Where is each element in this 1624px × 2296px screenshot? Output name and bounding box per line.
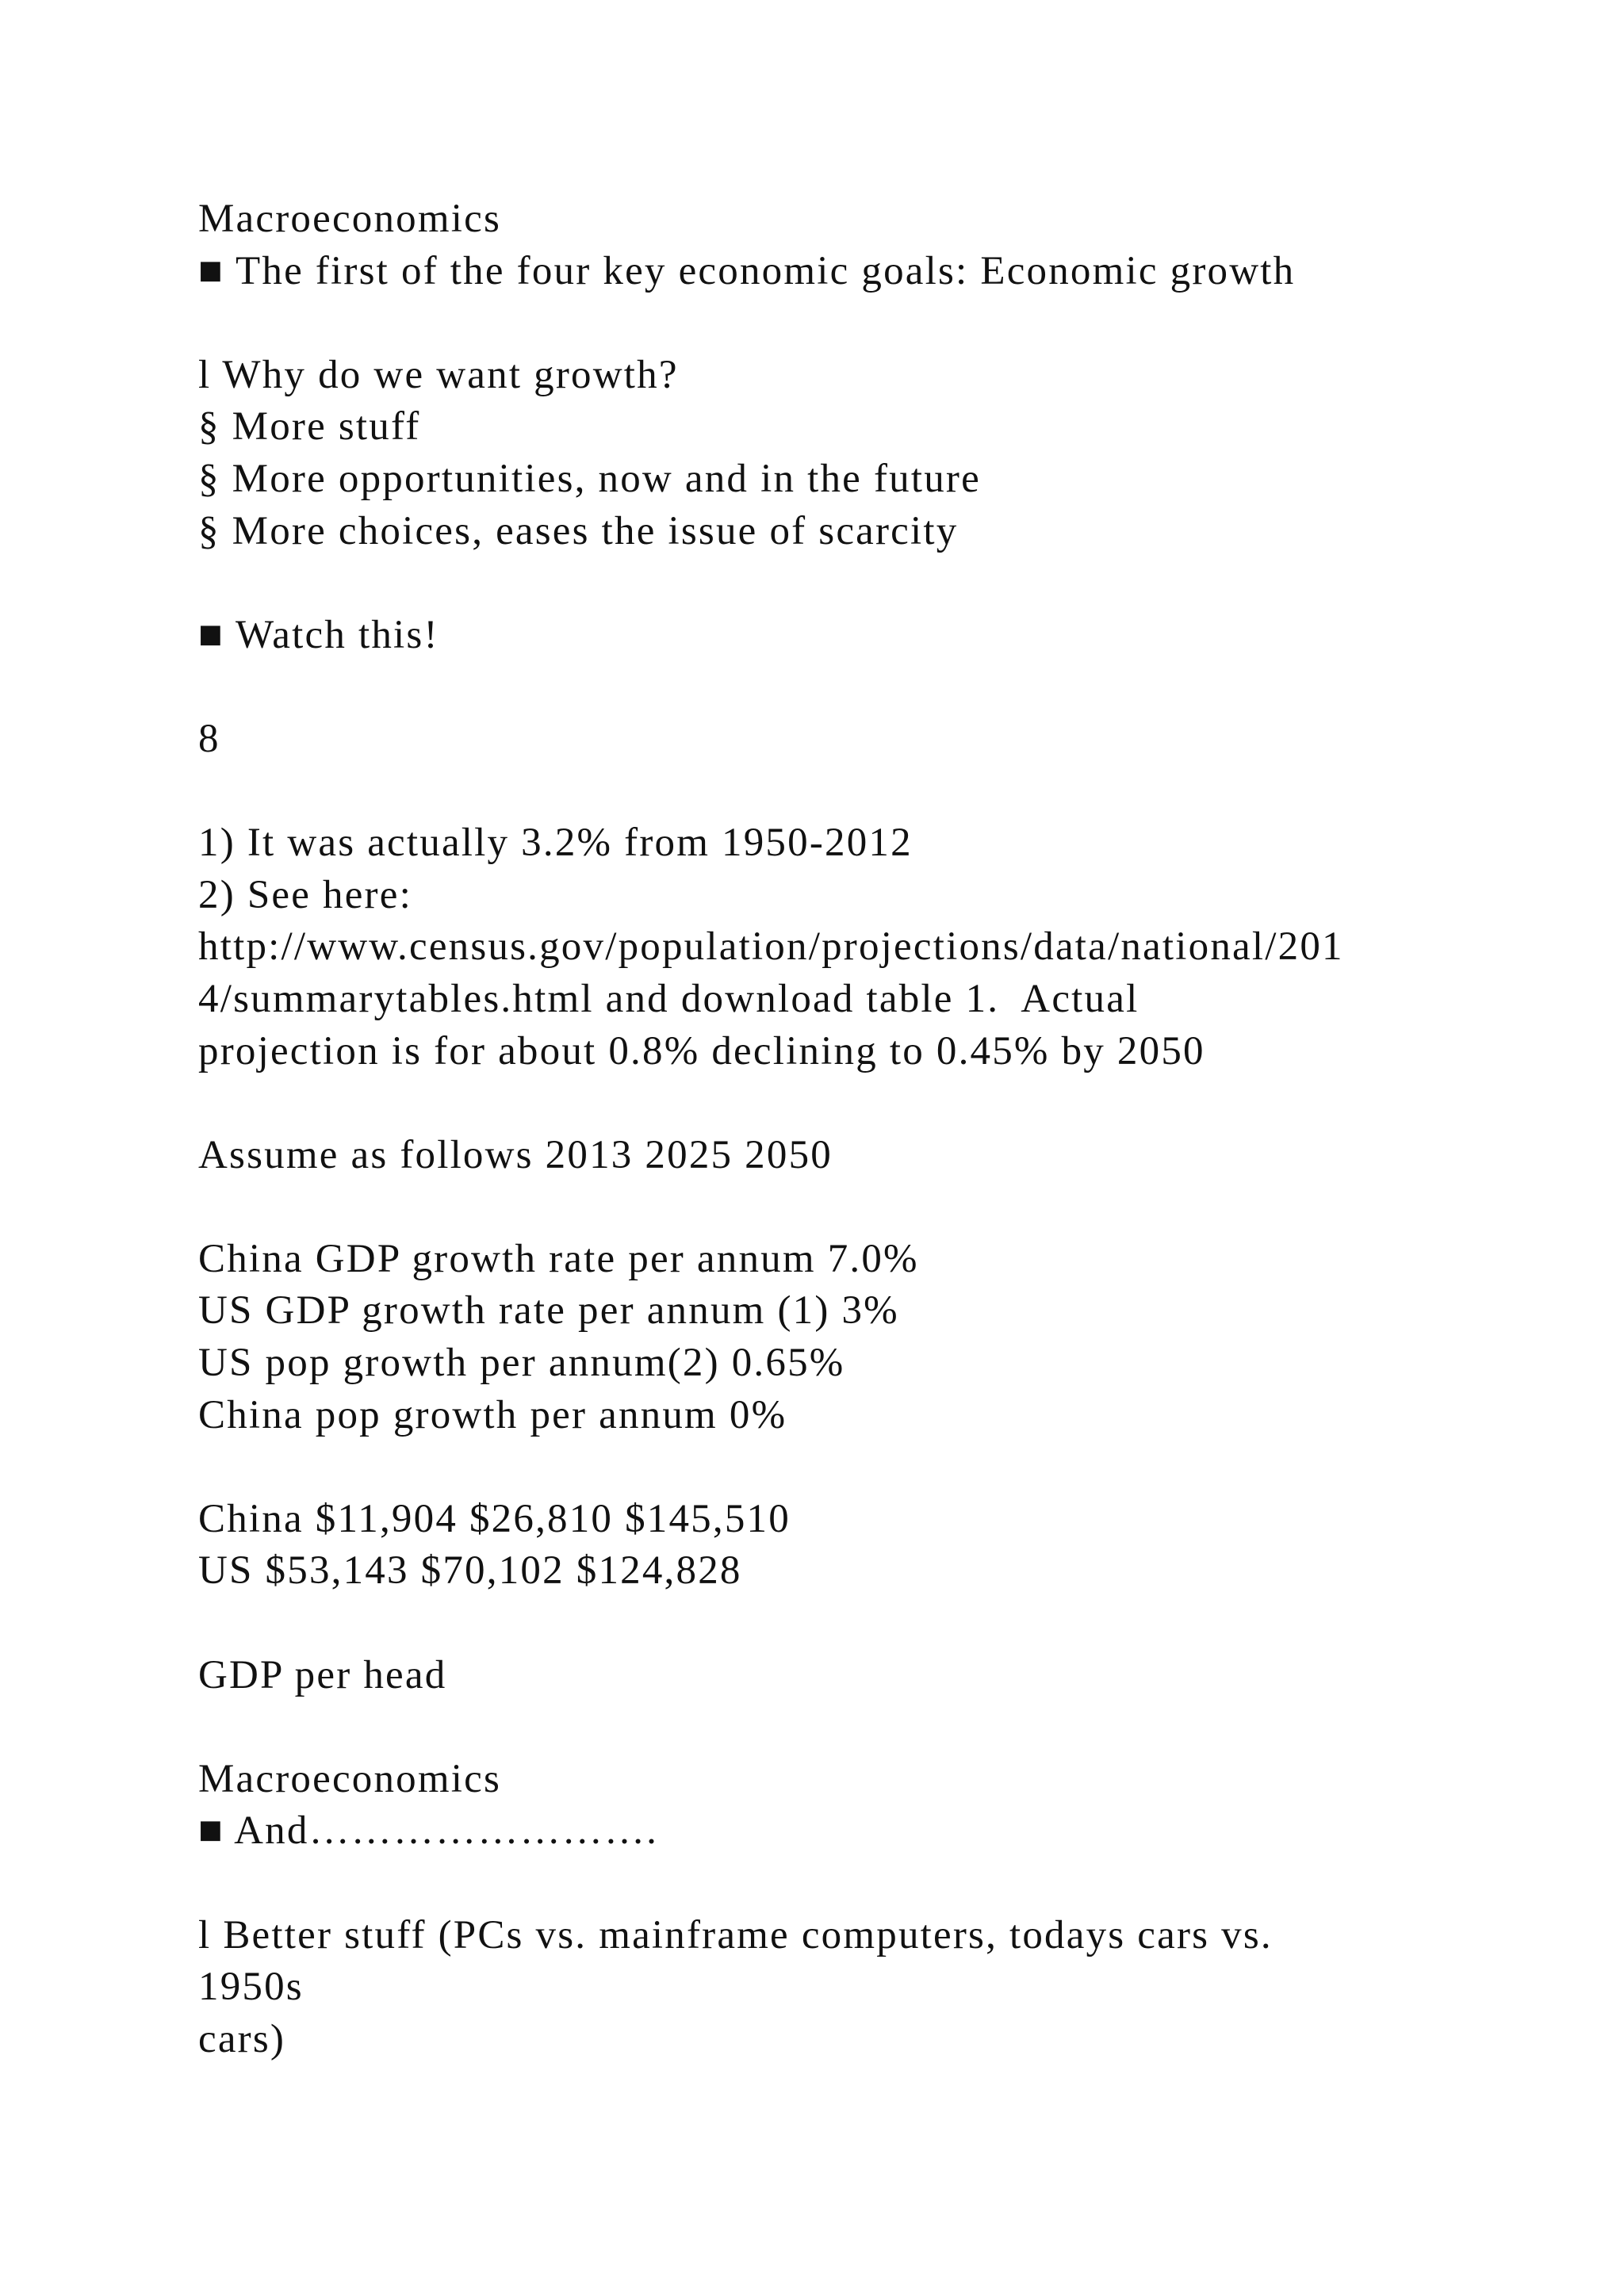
question-why-growth: l Why do we want growth? bbox=[198, 352, 679, 397]
blank-line bbox=[198, 1858, 1546, 1910]
china-pop-growth: China pop growth per annum 0% bbox=[198, 1392, 787, 1437]
bullet-economic-growth: ■ The first of the four key economic goals: Economic growth bbox=[198, 248, 1296, 293]
blank-line bbox=[198, 1181, 1546, 1234]
blank-line bbox=[198, 297, 1546, 350]
blank-line bbox=[198, 557, 1546, 610]
heading-macroeconomics-2: Macroeconomics bbox=[198, 1756, 501, 1801]
blank-line bbox=[198, 1441, 1546, 1494]
assumption-years: Assume as follows 2013 2025 2050 bbox=[198, 1132, 833, 1177]
blank-line bbox=[198, 766, 1546, 818]
projection-note: projection is for about 0.8% declining to 0.45% by 2050 bbox=[198, 1028, 1205, 1073]
better-stuff-line: l Better stuff (PCs vs. mainframe computers, todays cars vs. bbox=[198, 1912, 1273, 1957]
census-url: http://www.census.gov/population/projections/data/national/201 bbox=[198, 924, 1344, 970]
census-url-continued: 4/summarytables.html and download table 1. Actual bbox=[198, 976, 1139, 1021]
blank-line bbox=[198, 1598, 1546, 1650]
blank-line bbox=[198, 661, 1546, 714]
china-gdp-growth: China GDP growth rate per annum 7.0% bbox=[198, 1236, 919, 1281]
us-values: US $53,143 $70,102 $124,828 bbox=[198, 1548, 742, 1594]
better-stuff-1950s: 1950s bbox=[198, 1965, 304, 2010]
slide-number: 8 bbox=[198, 716, 220, 761]
heading-macroeconomics: Macroeconomics bbox=[198, 197, 501, 241]
blank-line bbox=[198, 1077, 1546, 1130]
document-text bbox=[198, 193, 1546, 2065]
better-stuff-cars: cars) bbox=[198, 2016, 286, 2061]
china-values: China $11,904 $26,810 $145,510 bbox=[198, 1496, 791, 1541]
note-2: 2) See here: bbox=[198, 872, 412, 917]
subbullet-more-stuff: § More stuff bbox=[198, 404, 421, 450]
us-pop-growth: US pop growth per annum(2) 0.65% bbox=[198, 1341, 845, 1386]
blank-line bbox=[198, 1701, 1546, 1754]
gdp-per-head-label: GDP per head bbox=[198, 1652, 447, 1697]
bullet-watch-this: ■ Watch this! bbox=[198, 612, 439, 657]
us-gdp-growth: US GDP growth rate per annum (1) 3% bbox=[198, 1288, 899, 1334]
subbullet-more-opportunities: § More opportunities, now and in the future bbox=[198, 456, 981, 501]
bullet-and: ■ And……………………. bbox=[198, 1808, 659, 1854]
note-1: 1) It was actually 3.2% from 1950-2012 bbox=[198, 821, 913, 866]
subbullet-more-choices: § More choices, eases the issue of scarcity bbox=[198, 508, 959, 553]
